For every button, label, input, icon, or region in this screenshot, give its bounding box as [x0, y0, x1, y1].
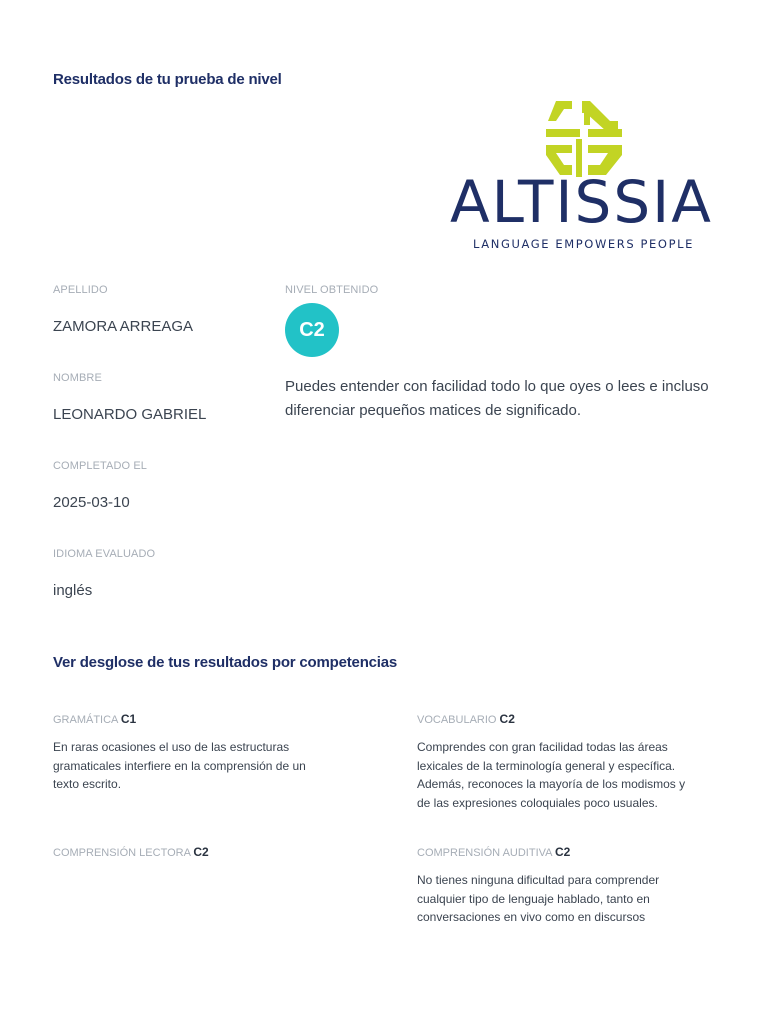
- completado-value: 2025-03-10: [53, 494, 130, 511]
- competency-name: COMPRENSIÓN AUDITIVA: [417, 847, 552, 859]
- competency-level: C2: [554, 845, 571, 859]
- competency-grammar: [53, 712, 333, 794]
- competency-name: GRAMÁTICA: [53, 714, 118, 726]
- apellido-value: ZAMORA ARREAGA: [53, 318, 194, 335]
- competency-level: C2: [499, 712, 515, 726]
- competency-vocabulary: [417, 712, 697, 812]
- competency-name: COMPRENSIÓN LECTORA: [53, 847, 191, 859]
- competency-level: C1: [120, 712, 137, 726]
- altissia-logo: [440, 96, 730, 256]
- level-badge: C2: [285, 303, 339, 357]
- breakdown-title: Ver desglose de tus resultados por competencias: [53, 654, 398, 671]
- logo-tagline: LANGUAGE EMPOWERS PEOPLE: [473, 237, 694, 251]
- altissia-mark-icon: [542, 99, 626, 179]
- competency-text: Comprendes con gran facilidad todas las áreas lexicales de la terminología general y específica. Además, reconoces la mayoría de los modismos y de las expresiones coloquiales poco usuales.: [417, 740, 686, 810]
- idioma-value: inglés: [53, 582, 93, 599]
- nombre-label: NOMBRE: [53, 372, 102, 384]
- competency-text: En raras ocasiones el uso de las estructuras gramaticales interfiere en la comprensión de un texto escrito.: [53, 740, 306, 791]
- competency-header: [53, 712, 333, 726]
- competency-text: No tienes ninguna dificultad para comprender cualquier tipo de lenguaje hablado, tanto en conversaciones en vivo como en discursos: [417, 873, 660, 924]
- level-description: Puedes entender con facilidad todo lo que oyes o lees e incluso diferenciar pequeños matices de significado.: [285, 378, 709, 419]
- competency-reading: [53, 845, 209, 859]
- competency-header: [417, 712, 697, 726]
- apellido-label: APELLIDO: [53, 284, 108, 296]
- competency-name: VOCABULARIO: [417, 714, 497, 726]
- idioma-label: IDIOMA EVALUADO: [53, 548, 156, 560]
- competency-level: C2: [193, 845, 209, 859]
- competency-listening: [417, 845, 697, 927]
- competency-header: [417, 845, 697, 859]
- page-title: Resultados de tu prueba de nivel: [53, 71, 282, 88]
- level-label: NIVEL OBTENIDO: [285, 284, 379, 296]
- logo-wordmark: ALTISSIA: [450, 168, 713, 236]
- completado-label: COMPLETADO EL: [53, 460, 148, 472]
- nombre-value: LEONARDO GABRIEL: [53, 406, 207, 423]
- competency-header: [53, 845, 209, 859]
